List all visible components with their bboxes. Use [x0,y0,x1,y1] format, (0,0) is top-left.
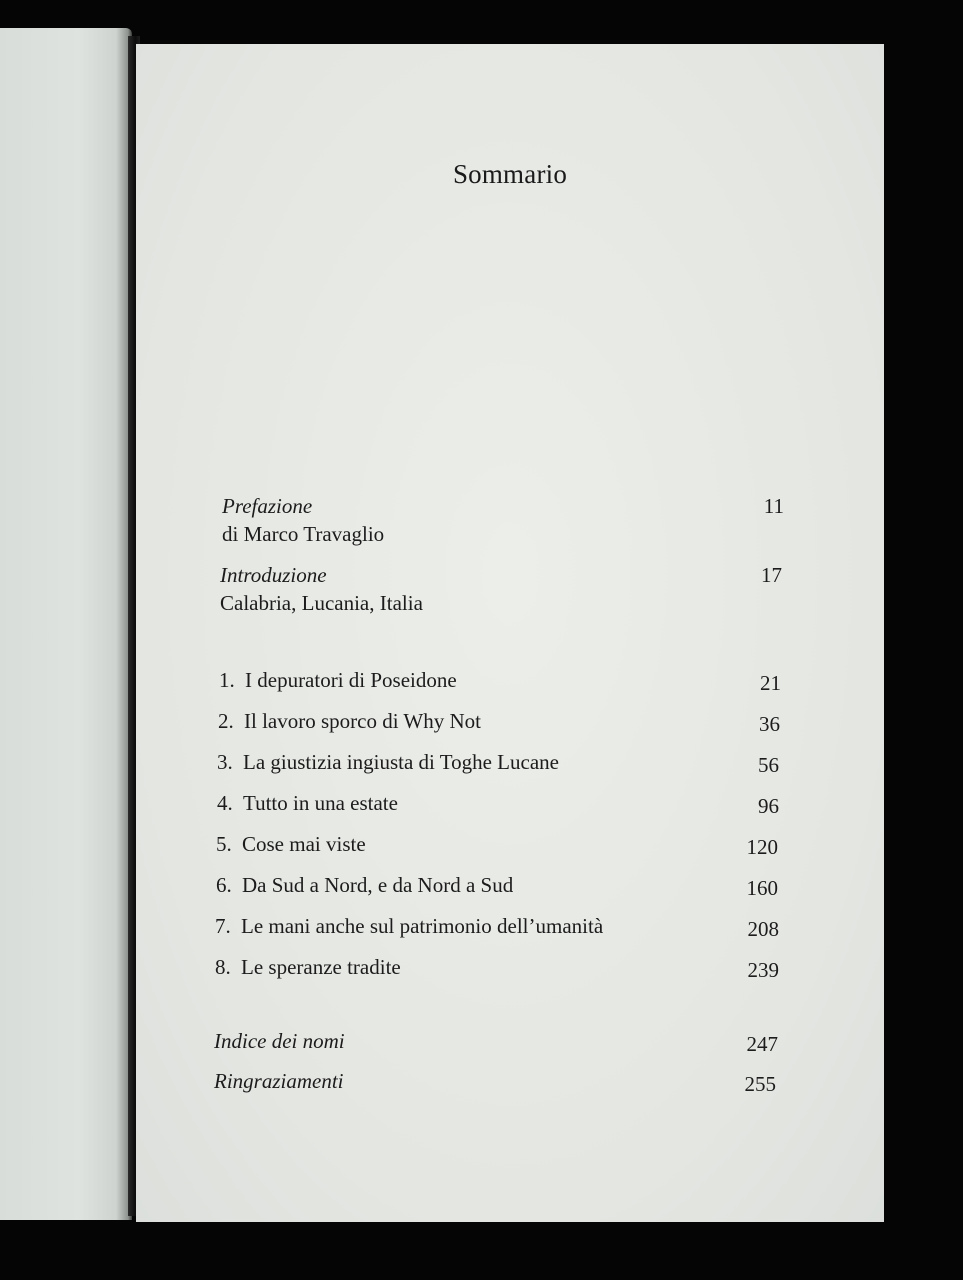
entry-subtitle: di Marco Travaglio [222,522,385,546]
entry-page-number: 120 [746,835,778,859]
toc-chapter-8 [215,955,779,980]
chapter-number: 8. [215,955,231,979]
entry-page-number: 255 [744,1072,776,1096]
entry-page-number: 36 [759,712,780,736]
toc-entry-ringraziamenti [214,1069,776,1094]
entry-page-number: 56 [758,753,779,777]
toc-chapter-2 [218,709,780,734]
chapter-title: Il lavoro sporco di Why Not [244,709,481,733]
entry-page-number: 17 [761,563,782,587]
chapter-number: 4. [217,791,233,815]
chapter-number: 5. [216,832,232,856]
entry-page-number: 11 [763,494,784,518]
chapter-title: La giustizia ingiusta di Toghe Lucane [243,750,559,774]
page-title: Sommario [452,159,568,189]
chapter-title: Tutto in una estate [243,791,398,815]
toc-chapter-5 [216,832,778,857]
toc-chapter-6 [216,873,778,898]
entry-page-number: 96 [758,794,779,818]
chapter-title: I depuratori di Poseidone [245,668,457,692]
toc-entry-introduzione [220,563,782,616]
chapter-number: 3. [217,750,233,774]
chapter-title: Le mani anche sul patrimonio dell’umanità [241,914,604,938]
toc-chapter-7 [215,914,779,939]
chapter-title: Cose mai viste [242,832,366,856]
entry-page-number: 208 [747,917,779,941]
toc-chapter-4 [217,791,779,816]
toc-chapter-3 [217,750,779,775]
entry-subtitle: Calabria, Lucania, Italia [220,591,423,615]
toc-entry-indice [214,1029,778,1054]
entry-page-number: 247 [746,1032,778,1056]
entry-heading: Prefazione [222,494,313,518]
entry-heading: Ringraziamenti [214,1069,344,1093]
book-page [136,44,884,1222]
left-page-edge [0,28,132,1220]
toc-chapter-1 [219,668,781,693]
chapter-title: Da Sud a Nord, e da Nord a Sud [242,873,514,897]
chapter-number: 2. [218,709,234,733]
chapter-number: 7. [215,914,231,938]
entry-heading: Introduzione [220,563,327,587]
entry-page-number: 160 [746,876,778,900]
entry-heading: Indice dei nomi [214,1029,345,1053]
chapter-title: Le speranze tradite [241,955,401,979]
entry-page-number: 239 [747,958,779,982]
entry-page-number: 21 [760,671,781,695]
toc-entry-prefazione [222,494,784,547]
chapter-number: 6. [216,873,232,897]
chapter-number: 1. [219,668,235,692]
